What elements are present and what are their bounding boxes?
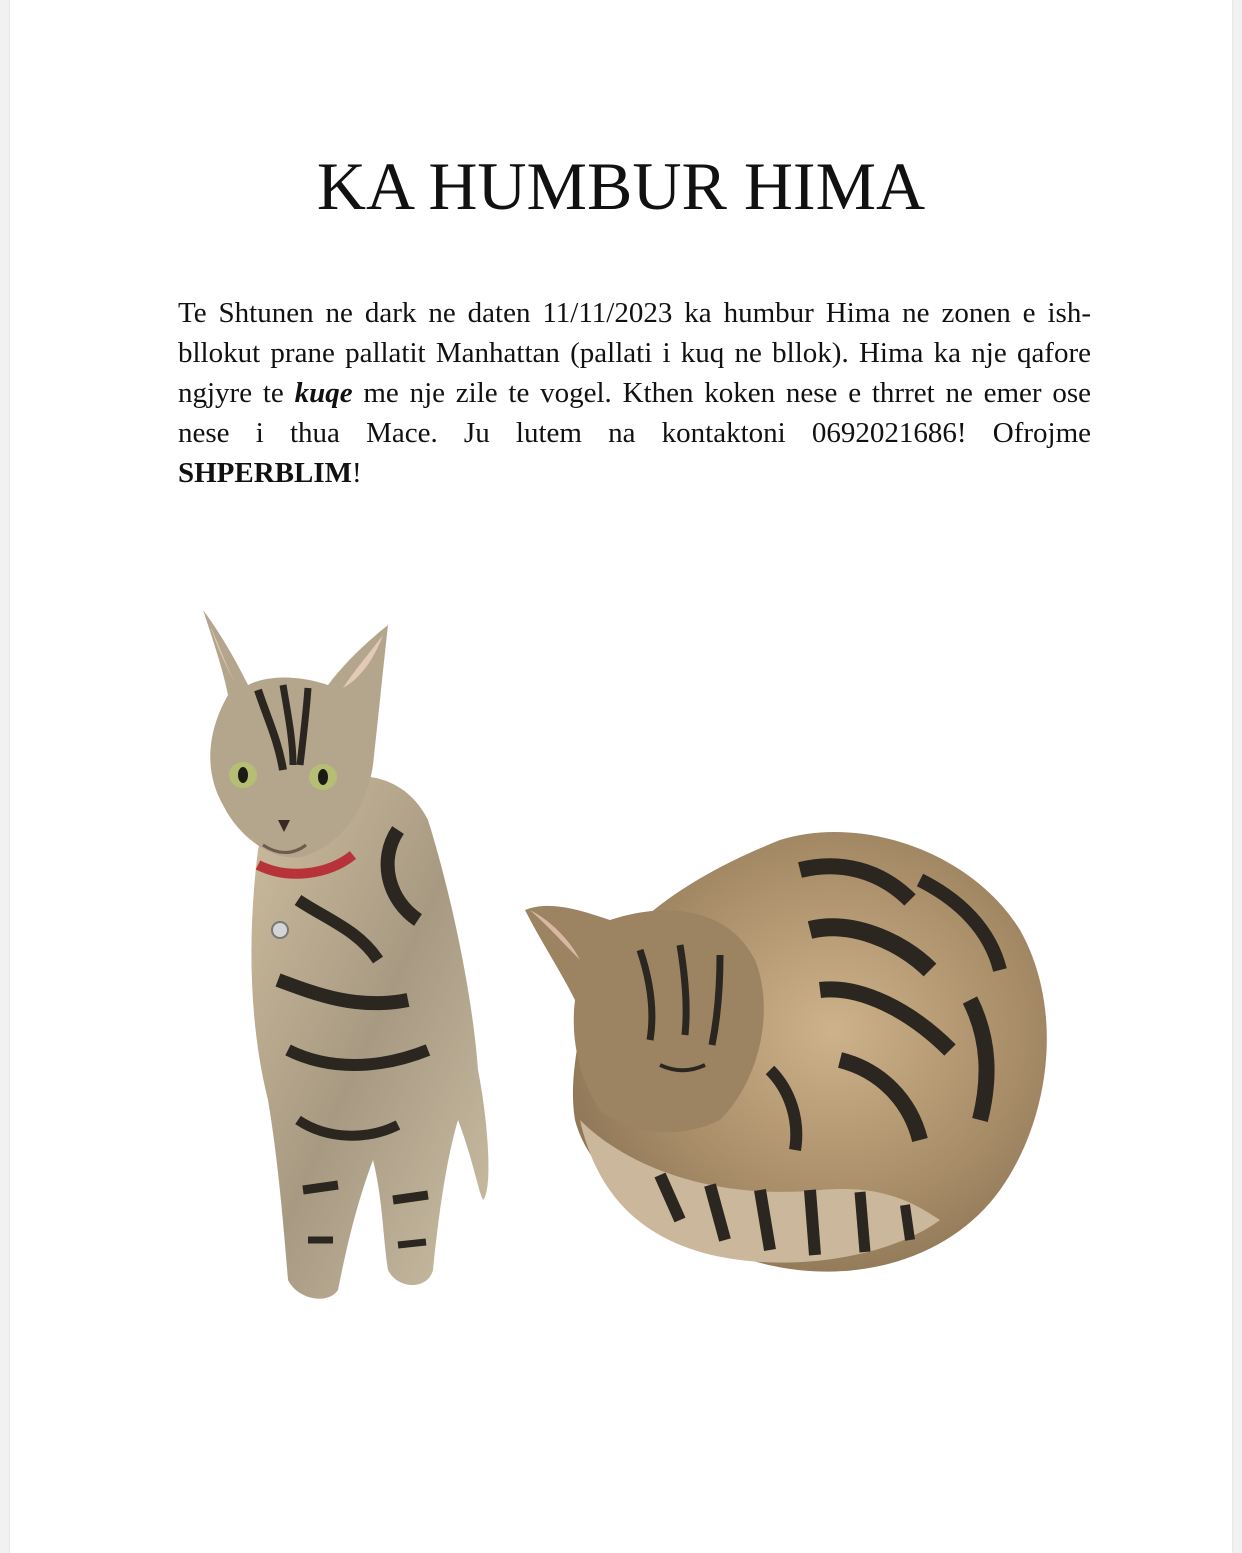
cat-photo-sitting bbox=[188, 600, 498, 1310]
paragraph-text-2: me nje zile te vogel. Kthen koken nese e thrret ne emer ose nese i thua Mace. Ju lutem na kontaktoni 0692021686! Ofrojme bbox=[178, 377, 1091, 449]
cat-photo-curled bbox=[520, 820, 1060, 1300]
paragraph-text-3: ! bbox=[352, 457, 362, 489]
reward-word: SHPERBLIM bbox=[178, 457, 353, 489]
emphasis-color-word: kuqe bbox=[294, 377, 353, 409]
flyer-paragraph bbox=[178, 293, 1091, 493]
page-title: KA HUMBUR HIMA bbox=[316, 148, 926, 224]
paragraph-text-1: Te Shtunen ne dark ne daten 11/11/2023 ka humbur Hima ne zonen e ish-bllokut prane pallatit Manhattan (pallati i kuq ne bllok). Hima ka nje qafore ngjyre te bbox=[178, 297, 1091, 409]
